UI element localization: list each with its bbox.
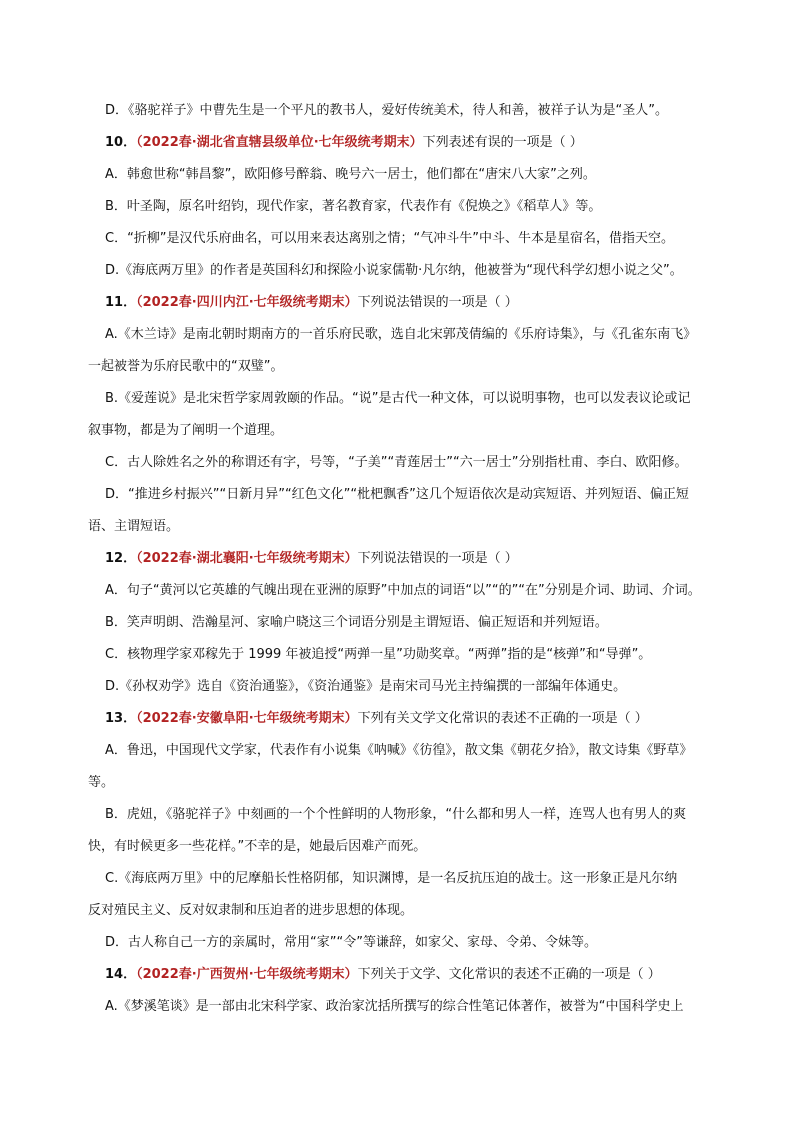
- option-line: A．鲁迅，中国现代文学家，代表作有小说集《呐喊》《彷徨》，散文集《朝花夕拾》，散文诗集《野草》: [105, 743, 693, 758]
- option-line: C．核物理学家邓稼先于 1999 年被追授“两弹一星”功勋奖章。“两弹”指的是“核弹”和“导弹”。: [105, 647, 652, 662]
- question-header-13: [105, 709, 715, 729]
- question-stem: 下列说法错误的一项是（ ）: [357, 295, 518, 310]
- question-number: 10．: [105, 135, 137, 150]
- question-header-12: [105, 549, 715, 569]
- option-continuation: 等。: [88, 775, 115, 790]
- option-line: D．古人称自己一方的亲属时，常用“家”“令”等谦辞，如家父、家母、令弟、令妹等。: [105, 935, 597, 950]
- option-line: B．叶圣陶，原名叶绍钧，现代作家，著名教育家，代表作有《倪焕之》《稻草人》等。: [105, 199, 602, 214]
- question-stem: 下列表述有误的一项是（ ）: [422, 135, 583, 150]
- option-continuation: 语、主谓短语。: [88, 519, 180, 534]
- option-line: C．“折柳”是汉代乐府曲名，可以用来表达离别之情；“气冲斗牛”中斗、牛本是星宿名，借指天空。: [105, 231, 675, 246]
- option-line: D．《骆驼祥子》中曹先生是一个平凡的教书人，爱好传统美术，待人和善，被祥子认为是“圣人”。: [105, 103, 668, 118]
- option-line: C.《海底两万里》中的尼摩船长性格阴郁，知识渊博，是一名反抗压迫的战士。这一形象正是凡尔纳: [105, 871, 678, 886]
- question-stem: 下列说法错误的一项是（ ）: [357, 551, 518, 566]
- option-line: D．“推进乡村振兴”“日新月异”“红色文化”“枇杷飘香”这几个短语依次是动宾短语、并列短语、偏正短: [105, 487, 689, 502]
- option-line: B.《爱莲说》是北宋哲学家周敦颐的作品。“说”是古代一种文体，可以说明事物，也可以发表议论或记: [105, 391, 691, 406]
- option-line: D.《海底两万里》的作者是英国科幻和探险小说家儒勒·凡尔纳，他被誉为“现代科学幻想小说之父”。: [105, 263, 683, 278]
- question-header-10: [105, 133, 715, 153]
- option-line: B．笑声明朗、浩瀚星河、家喻户晓这三个词语分别是主谓短语、偏正短语和并列短语。: [105, 615, 608, 630]
- question-source: （2022春·安徽阜阳·七年级统考期末）: [136, 711, 358, 726]
- option-continuation: 一起被誉为乐府民歌中的“双璧”。: [88, 359, 284, 374]
- question-stem: 下列关于文学、文化常识的表述不正确的一项是（ ）: [357, 967, 661, 982]
- option-line: A．韩愈世称“韩昌黎”，欧阳修号醉翁、晚号六一居士，他们都在“唐宋八大家”之列。: [105, 167, 596, 182]
- option-continuation: 快，有时候更多一些花样。”不幸的是，她最后因难产而死。: [88, 839, 427, 854]
- option-continuation: 反对殖民主义、反对奴隶制和压迫者的进步思想的体现。: [88, 903, 414, 918]
- question-stem: 下列有关文学文化常识的表述不正确的一项是（ ）: [357, 711, 648, 726]
- question-number: 11．: [105, 295, 137, 310]
- question-number: 12．: [105, 551, 137, 566]
- question-source: （2022春·广西贺州·七年级统考期末）: [136, 967, 358, 982]
- option-line: B．虎妞，《骆驼祥子》中刻画的一个个性鲜明的人物形象，“什么都和男人一样，连骂人也有男人的爽: [105, 807, 687, 822]
- question-number: 13．: [105, 711, 137, 726]
- option-line: C．古人除姓名之外的称谓还有字，号等，“子美”“青莲居士”“六一居士”分别指杜甫、李白、欧阳修。: [105, 455, 688, 470]
- question-source: （2022春·四川内江·七年级统考期末）: [136, 295, 358, 310]
- option-line: D.《孙权劝学》选自《资治通鉴》，《资治通鉴》是南宋司马光主持编撰的一部编年体通史。: [105, 679, 627, 694]
- question-header-14: [105, 965, 715, 985]
- option-line: A．句子“黄河以它英雄的气魄出现在亚洲的原野”中加点的词语“以”“的”“在”分别是介词、助词、介词。: [105, 583, 701, 598]
- question-header-11: [105, 293, 715, 313]
- question-number: 14．: [105, 967, 137, 982]
- option-continuation: 叙事物，都是为了阐明一个道理。: [88, 423, 284, 438]
- question-source: （2022春·湖北襄阳·七年级统考期末）: [136, 551, 358, 566]
- option-line: A.《木兰诗》是南北朝时期南方的一首乐府民歌，选自北宋郭茂倩编的《乐府诗集》，与《孔雀东南飞》: [105, 327, 697, 342]
- option-line: A.《梦溪笔谈》是一部由北宋科学家、政治家沈括所撰写的综合性笔记体著作，被誉为“中国科学史上: [105, 999, 684, 1014]
- question-source: （2022春·湖北省直辖县级单位·七年级统考期末）: [136, 135, 423, 150]
